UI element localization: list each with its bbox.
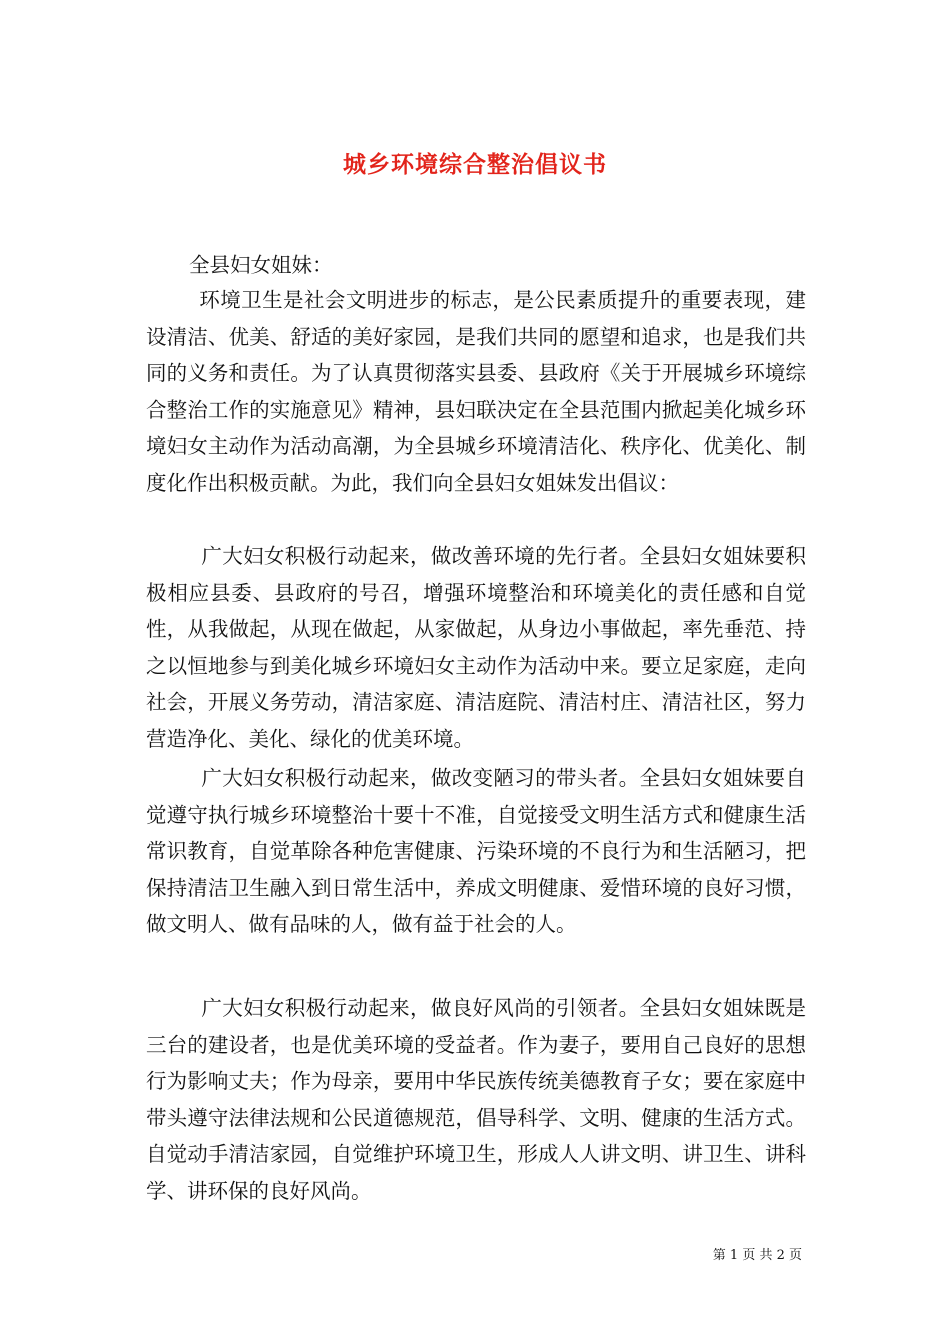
salutation: 全县妇女姐妹： [189,253,333,277]
paragraph-initiative-3: 广大妇女积极行动起来，做良好风尚的引领者。全县妇女姐妹既是三台的建设者，也是优美环境的受益者。作为妻子，要用自己良好的思想行为影响丈夫；作为母亲，要用中华民族传统美德教育子女；要在家庭中带头遵守法律法规和公民道德规范，倡导科学、文明、健康的生活方式。自觉动手清洁家园，自觉维护环境卫生，形成人人讲文明、讲卫生、讲科学、讲环保的良好风尚。 [146,996,806,1203]
document-title: 城乡环境综合整治倡议书 [343,151,607,179]
paragraph-intro: 环境卫生是社会文明进步的标志，是公民素质提升的重要表现，建设清洁、优美、舒适的美好家园，是我们共同的愿望和追求，也是我们共同的义务和责任。为了认真贯彻落实县委、县政府《关于开展城乡环境综合整治工作的实施意见》精神，县妇联决定在全县范围内掀起美化城乡环境妇女主动作为活动高潮，为全县城乡环境清洁化、秩序化、优美化、制度化作出积极贡献。为此，我们向全县妇女姐妹发出倡议： [146,288,806,495]
page-number: 第 1 页 共 2 页 [712,1248,802,1263]
paragraph-initiative-1: 广大妇女积极行动起来，做改善环境的先行者。全县妇女姐妹要积极相应县委、县政府的号召，增强环境整治和环境美化的责任感和自觉性，从我做起，从现在做起，从家做起，从身边小事做起，率先垂范、持之以恒地参与到美化城乡环境妇女主动作为活动中来。要立足家庭，走向社会，开展义务劳动，清洁家庭、清洁庭院、清洁村庄、清洁社区，努力营造净化、美化、绿化的优美环境。 [146,544,806,751]
paragraph-initiative-2: 广大妇女积极行动起来，做改变陋习的带头者。全县妇女姐妹要自觉遵守执行城乡环境整治十要十不准，自觉接受文明生活方式和健康生活常识教育，自觉革除各种危害健康、污染环境的不良行为和生活陋习，把保持清洁卫生融入到日常生活中，养成文明健康、爱惜环境的良好习惯，做文明人、做有品味的人，做有益于社会的人。 [146,766,806,937]
